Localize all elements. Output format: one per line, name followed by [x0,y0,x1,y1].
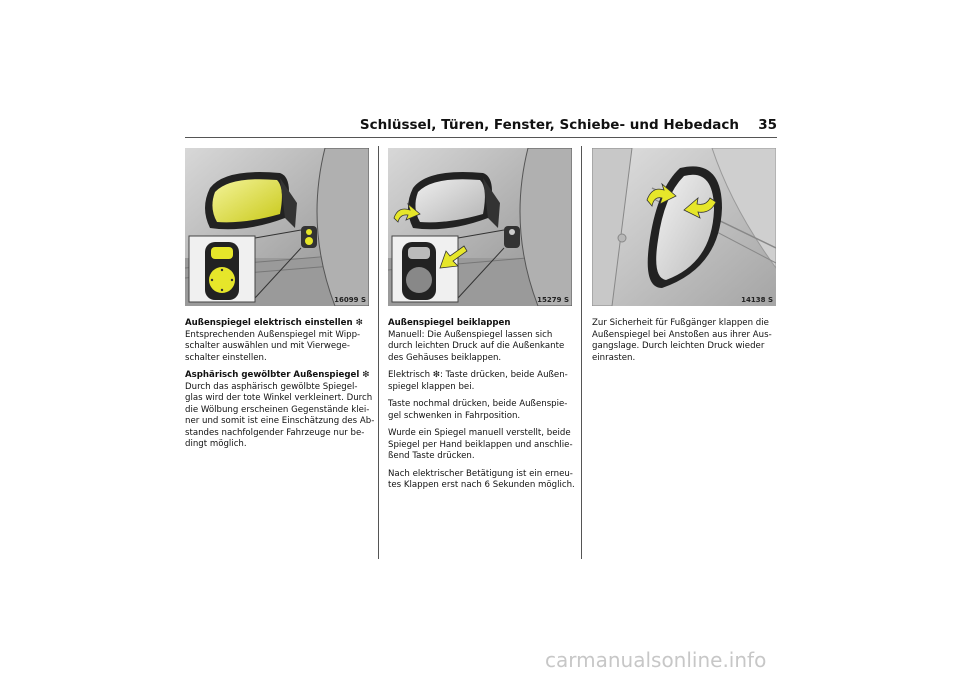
column-right [592,318,782,370]
paragraph-fold-electric: Elektrisch ❇: Taste drücken, beide Außen- spiegel klappen bei. [388,370,568,392]
heading-aspheric: Asphärisch gewölbter Außenspiegel ❇ [185,370,370,380]
figure-code: 14138 S [741,296,773,304]
watermark: carmanualsonline.info [545,648,767,672]
mirror-fold-illustration [388,148,572,306]
paragraph-fold-delay: Nach elektrischer Betätigung ist ein erneu- tes Klappen erst nach 6 Sekunden möglich. [388,468,575,490]
heading-electric-adjust: Außenspiegel elektrisch einstellen ❇ [185,318,363,328]
figure-mirror-breakaway [592,148,776,306]
figure-code: 15279 S [537,296,569,304]
page-header [185,115,777,135]
paragraph-aspheric: Asphärisch gewölbter Außenspiegel ❇ Durch das asphärisch gewölbte Spiegel- glas wird der tote Winkel verkleinert. Durch die Wölbung erscheinen Gegenstände klei- ner und somit ist eine Einschätzung des Ab- standes nachfolgender Fahrzeuge nur be- dingt möglich. [185,370,375,449]
page-number: 35 [758,117,777,133]
chapter-title: Schlüssel, Türen, Fenster, Schiebe- und Hebedach [359,117,739,133]
optional-equipment-icon: ❇ [362,370,370,380]
mirror-breakaway-illustration [592,148,776,306]
column-divider [378,146,379,559]
figure-mirror-fold [388,148,572,306]
paragraph-fold-manual-adjusted: Wurde ein Spiegel manuell verstellt, beide Spiegel per Hand beiklappen und anschlie- ßend Taste drücken. [388,428,573,461]
column-middle [388,318,578,498]
figure-mirror-adjust [185,148,369,306]
optional-equipment-icon: ❇ [355,318,363,328]
paragraph-electric-adjust: Außenspiegel elektrisch einstellen ❇ Entsprechenden Außenspiegel mit Wipp- schalter auswählen und mit Vierwege- schalter einstellen. [185,318,375,364]
column-divider [581,146,582,559]
header-rule [185,137,777,138]
heading-fold: Außenspiegel beiklappen [388,318,511,328]
figure-code: 16099 S [334,296,366,304]
mirror-adjust-illustration [185,148,369,306]
paragraph-fold-again: Taste nochmal drücken, beide Außenspie- gel schwenken in Fahrposition. [388,399,568,421]
column-left [185,318,375,457]
optional-equipment-icon: ❇ [432,370,440,380]
paragraph-pedestrian-safety: Zur Sicherheit für Fußgänger klappen die Außenspiegel bei Anstoßen aus ihrer Aus- gangslage. Durch leichten Druck wieder einrasten. [592,318,772,363]
paragraph-fold-manual: Außenspiegel beiklappen Manuell: Die Außenspiegel lassen sich durch leichten Druck auf die Außenkante des Gehäuses beiklappen. [388,318,578,364]
